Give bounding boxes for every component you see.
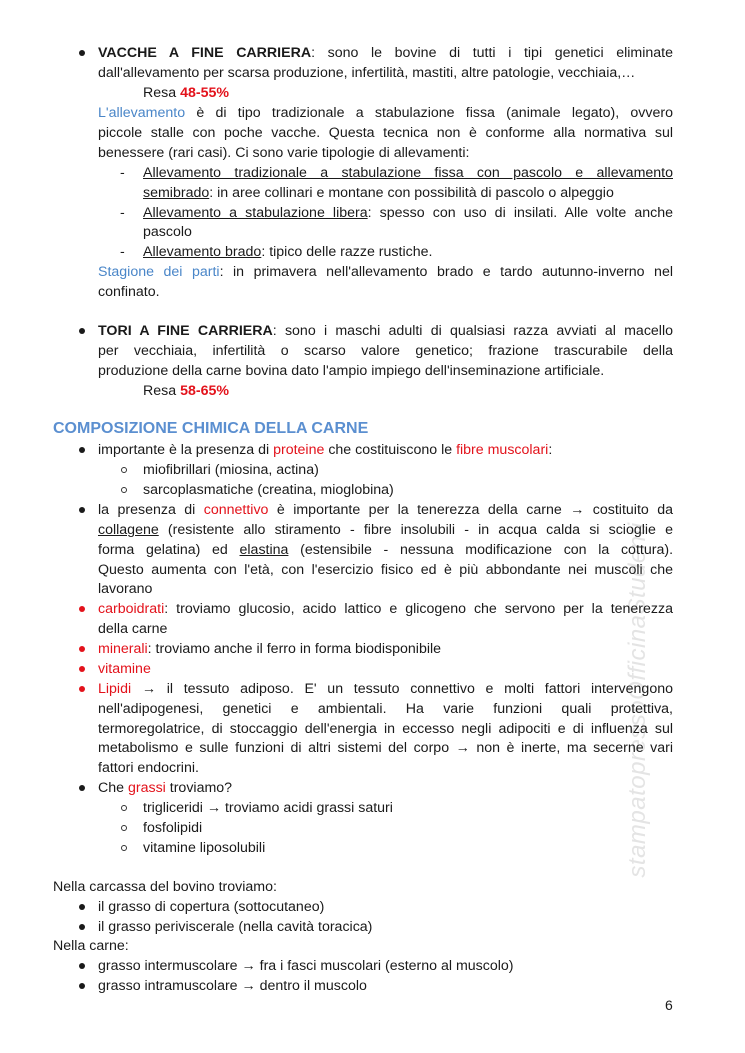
circle-bullet-icon: [121, 825, 127, 831]
text: la presenza di: [98, 502, 204, 518]
sub-item: trigliceridi → troviamo acidi grassi saturi: [143, 800, 393, 816]
elastina-term: elastina: [239, 542, 289, 558]
lipidi-line-3: termoregolatrice, di stoccaggio dell'energia in eccesso negli adipociti e di influenza sul: [98, 721, 673, 737]
allevamento-line-1: [98, 103, 673, 123]
carcassa-intro: Nella carcassa del bovino troviamo:: [53, 879, 277, 895]
fibre-term: fibre muscolari: [456, 442, 549, 458]
carne-intro: Nella carne:: [53, 938, 129, 954]
proteine-term: proteine: [273, 442, 325, 458]
connettivo-line-3: [98, 540, 673, 560]
circle-bullet-icon: [121, 805, 127, 811]
tori-line-2: per vecchiaia, infertilità o scarso valore genetico; frazione trascurabile della: [98, 343, 673, 359]
bullet-icon: [79, 328, 85, 334]
bullet-icon: [79, 606, 85, 612]
allevamento-line-2: piccole stalle con poche vacche. Questa tecnica non è conforme alla normativa sul: [98, 125, 673, 141]
dash-marker: -: [120, 244, 125, 260]
bullet-icon: [79, 924, 85, 930]
dash-marker: -: [120, 165, 125, 181]
text: è importante per la tenerezza della carne → costituito da: [268, 502, 673, 518]
tipologia-term: Allevamento a stabulazione libera: [143, 205, 368, 221]
stagione-line-2: confinato.: [98, 284, 160, 300]
text: : sono i maschi adulti di qualsiasi razza avviati al macello: [272, 323, 673, 339]
bullet-icon: [79, 963, 85, 969]
circle-bullet-icon: [121, 487, 127, 493]
vitamine-line: vitamine: [98, 661, 151, 677]
carboidrati-term: carboidrati: [98, 601, 165, 617]
list-item: grasso intermuscolare → fra i fasci muscolari (esterno al muscolo): [98, 958, 514, 974]
tipologia-term: Allevamento tradizionale a stabulazione fissa con pascolo e allevamento: [143, 165, 673, 181]
bullet-icon: [79, 447, 85, 453]
list-item: il grasso periviscerale (nella cavità toracica): [98, 919, 373, 935]
connettivo-line-2: [98, 520, 673, 540]
vacche-line-1: [98, 43, 673, 63]
text: che costituiscono le: [324, 442, 457, 458]
allevamento-line-3: benessere (rari casi). Ci sono varie tipologie di allevamenti:: [98, 145, 470, 161]
tori-resa: [143, 381, 229, 401]
tori-line-1: [98, 321, 673, 341]
sub-item: miofibrillari (miosina, actina): [143, 462, 319, 478]
lipidi-term: Lipidi: [98, 681, 132, 697]
bullet-icon: [79, 50, 85, 56]
text: forma gelatina) ed: [98, 542, 240, 558]
text: (estensibile - nessuna modificazione con la cottura).: [288, 542, 674, 558]
tipologia-term: semibrado: [143, 185, 210, 201]
text: : in aree collinari e montane con possibilità di pascolo o alpeggio: [209, 185, 614, 201]
list-item: grasso intramuscolare → dentro il muscolo: [98, 978, 367, 994]
text: : troviamo anche il ferro in forma biodisponibile: [147, 641, 442, 657]
allevamento-term: L'allevamento: [98, 105, 186, 121]
tori-line-3: produzione della carne bovina dato l'ampio impiego dell'inseminazione artificiale.: [98, 363, 605, 379]
bullet-icon: [79, 686, 85, 692]
stagione-line-1: [98, 262, 673, 282]
resa-label: Resa: [143, 383, 181, 399]
tipologia-1-line-2: [143, 183, 614, 203]
tipologia-term: Allevamento brado: [143, 244, 262, 260]
bullet-icon: [79, 983, 85, 989]
resa-value: 48-55%: [180, 85, 229, 101]
bullet-icon: [79, 646, 85, 652]
grassi-term: grassi: [127, 780, 166, 796]
tipologia-2-line-2: pascolo: [143, 224, 192, 240]
text: troviamo?: [165, 780, 233, 796]
carboidrati-line-1: [98, 599, 673, 619]
minerali-term: minerali: [98, 641, 148, 657]
text: è di tipo tradizionale a stabulazione fissa (animale legato), ovvero: [185, 105, 673, 121]
connettivo-line-5: lavorano: [98, 581, 153, 597]
lipidi-line-4: metabolismo e sulle funzioni di altri sistemi del corpo → non è inerte, ma secerne vari: [98, 740, 673, 756]
tipologia-3: [143, 242, 432, 262]
bullet-icon: [79, 507, 85, 513]
text: importante è la presenza di: [98, 442, 274, 458]
tipologia-1-line-1: [143, 163, 673, 183]
circle-bullet-icon: [121, 467, 127, 473]
section-heading: COMPOSIZIONE CHIMICA DELLA CARNE: [53, 420, 369, 437]
dash-marker: -: [120, 205, 125, 221]
minerali-line: [98, 639, 441, 659]
text: : sono le bovine di tutti i tipi genetici eliminate: [311, 45, 673, 61]
text: : spesso con uso di insilati. Alle volte anche: [367, 205, 673, 221]
lipidi-line-2: nell'adipogenesi, genetici e ambientali. Ha varie funzioni quali protettiva,: [98, 701, 673, 717]
circle-bullet-icon: [121, 845, 127, 851]
lipidi-line-5: fattori endocrini.: [98, 760, 199, 776]
resa-value: 58-65%: [180, 383, 229, 399]
bullet-icon: [79, 904, 85, 910]
watermark: stampatopressoOfficinaStudenti: [624, 522, 651, 878]
sub-item: fosfolipidi: [143, 820, 203, 836]
page-number: 6: [665, 997, 673, 1013]
text: (resistente allo stiramento - fibre insolubili - in acqua calda si scioglie e: [158, 522, 673, 538]
tori-title: TORI A FINE CARRIERA: [98, 323, 273, 339]
connettivo-line-4: Questo aumenta con l'età, con l'esercizio fisico ed è più abbondante nei muscoli che: [98, 562, 673, 578]
lipidi-line-1: [98, 679, 673, 699]
vacche-resa: [143, 83, 229, 103]
carboidrati-line-2: della carne: [98, 621, 168, 637]
stagione-term: Stagione dei parti: [98, 264, 220, 280]
text: : tipico delle razze rustiche.: [261, 244, 433, 260]
sub-item: vitamine liposolubili: [143, 840, 266, 856]
tipologia-2-line-1: [143, 203, 673, 223]
vacche-line-2: dall'allevamento per scarsa produzione, infertilità, mastiti, altre patologie, vecchiaia,…: [98, 65, 636, 81]
collagene-term: collagene: [98, 522, 159, 538]
connettivo-line-1: [98, 500, 673, 520]
bullet-icon: [79, 785, 85, 791]
bullet-icon: [79, 666, 85, 672]
text: Che: [98, 780, 128, 796]
grassi-line: [98, 778, 232, 798]
text: : troviamo glucosio, acido lattico e glicogeno che servono per la tenerezza: [164, 601, 673, 617]
resa-label: Resa: [143, 85, 181, 101]
connettivo-term: connettivo: [203, 502, 269, 518]
proteine-line: [98, 440, 552, 460]
text: : in primavera nell'allevamento brado e tardo autunno-inverno nel: [219, 264, 673, 280]
sub-item: sarcoplasmatiche (creatina, mioglobina): [143, 482, 394, 498]
list-item: il grasso di copertura (sottocutaneo): [98, 899, 325, 915]
vacche-title: VACCHE A FINE CARRIERA: [98, 45, 312, 61]
text: :: [548, 442, 553, 458]
text: → il tessuto adiposo. E' un tessuto connettivo e molti fattori intervengono: [131, 681, 673, 697]
